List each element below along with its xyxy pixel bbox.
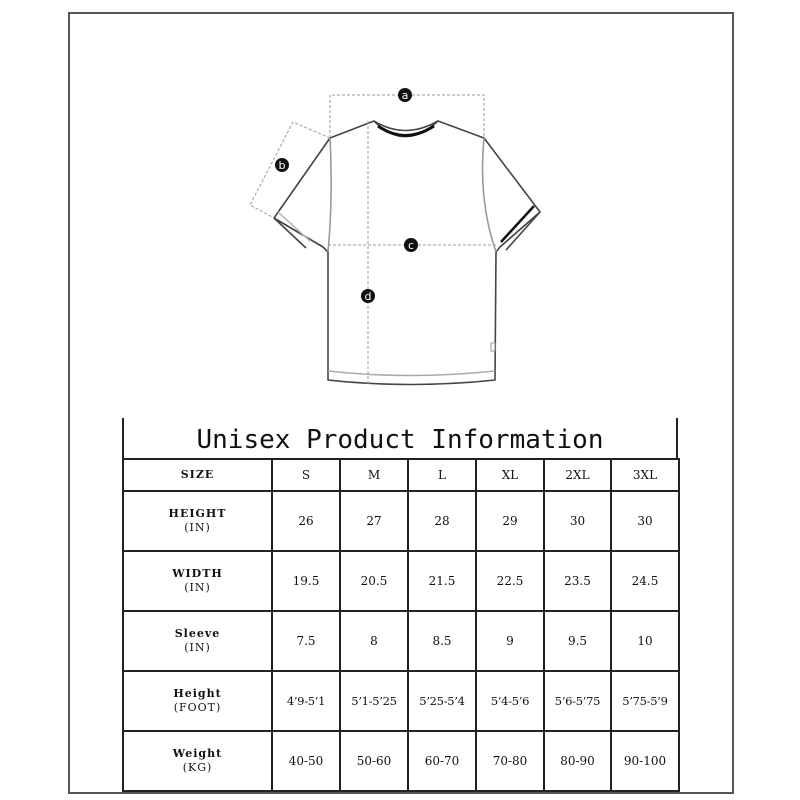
- size-chart-table: [122, 458, 680, 792]
- table-row-sleeve-in: [123, 611, 679, 671]
- row-label-text: WIDTH: [172, 567, 223, 580]
- table-cell: 30: [611, 491, 679, 551]
- svg-text:b: b: [278, 159, 286, 172]
- marker-b: [275, 158, 289, 172]
- row-label: [123, 731, 272, 791]
- table-cell: 5’25-5’4: [408, 671, 476, 731]
- table-row-weight-kg: [123, 731, 679, 791]
- row-label-text: Sleeve: [174, 627, 221, 640]
- table-row-height-foot: [123, 671, 679, 731]
- table-cell: 5’1-5’25: [340, 671, 408, 731]
- row-label-unit: (KG): [182, 761, 213, 774]
- table-cell: 26: [272, 491, 340, 551]
- size-s: S: [272, 459, 340, 491]
- table-cell: 30: [544, 491, 611, 551]
- table-cell: 5’6-5’75: [544, 671, 611, 731]
- svg-text:a: a: [401, 89, 409, 102]
- table-cell: 5’4-5’6: [476, 671, 544, 731]
- table-cell: 80-90: [544, 731, 611, 791]
- marker-d: [361, 289, 375, 303]
- table-cell: 9: [476, 611, 544, 671]
- row-label-unit: (IN): [184, 641, 211, 654]
- size-l: L: [408, 459, 476, 491]
- table-cell: 40-50: [272, 731, 340, 791]
- row-label: [123, 491, 272, 551]
- row-label: [123, 551, 272, 611]
- table-cell: 27: [340, 491, 408, 551]
- marker-c: [404, 238, 418, 252]
- table-title: Unisex Product Information: [196, 425, 604, 455]
- table-row-size: [123, 459, 679, 491]
- size-2xl: 2XL: [544, 459, 611, 491]
- row-label-text: Height: [173, 687, 222, 700]
- table-row-height-in: [123, 491, 679, 551]
- row-label-unit: (IN): [184, 581, 211, 594]
- table-cell: 20.5: [340, 551, 408, 611]
- size-header-label: SIZE: [123, 459, 272, 491]
- row-label-unit: (FOOT): [173, 701, 222, 714]
- table-cell: 90-100: [611, 731, 679, 791]
- table-row-width-in: [123, 551, 679, 611]
- measurement-guides: [250, 95, 496, 384]
- table-cell: 8: [340, 611, 408, 671]
- size-xl: XL: [476, 459, 544, 491]
- table-cell: 9.5: [544, 611, 611, 671]
- table-cell: 50-60: [340, 731, 408, 791]
- table-cell: 23.5: [544, 551, 611, 611]
- table-cell: 8.5: [408, 611, 476, 671]
- table-cell: 21.5: [408, 551, 476, 611]
- row-label-unit: (IN): [184, 521, 211, 534]
- row-label-text: Weight: [172, 747, 223, 760]
- table-cell: 28: [408, 491, 476, 551]
- table-cell: 4’9-5’1: [272, 671, 340, 731]
- row-label: [123, 611, 272, 671]
- table-cell: 5’75-5’9: [611, 671, 679, 731]
- tshirt-illustration: [274, 121, 540, 385]
- marker-a: [398, 88, 412, 102]
- table-cell: 24.5: [611, 551, 679, 611]
- table-cell: 60-70: [408, 731, 476, 791]
- table-cell: 10: [611, 611, 679, 671]
- table-cell: 7.5: [272, 611, 340, 671]
- size-3xl: 3XL: [611, 459, 679, 491]
- table-cell: 70-80: [476, 731, 544, 791]
- table-cell: 19.5: [272, 551, 340, 611]
- row-label-text: HEIGHT: [168, 507, 227, 520]
- table-cell: 29: [476, 491, 544, 551]
- svg-text:d: d: [364, 290, 372, 303]
- row-label: [123, 671, 272, 731]
- svg-text:c: c: [407, 239, 415, 252]
- table-cell: 22.5: [476, 551, 544, 611]
- size-m: M: [340, 459, 408, 491]
